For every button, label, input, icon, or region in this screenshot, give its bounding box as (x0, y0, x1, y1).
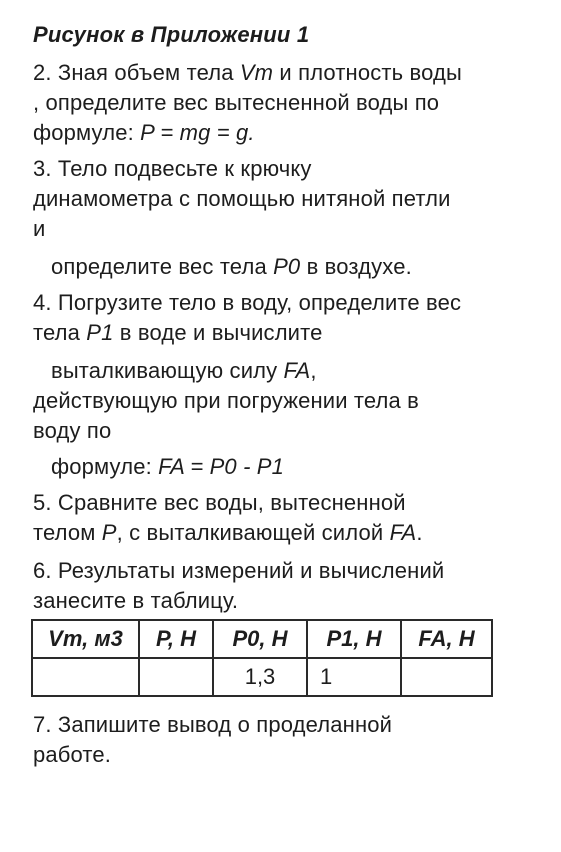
step-3-line-2: динамометра с помощью нитяной петли (33, 186, 451, 211)
step-5-line-2: телом P, с выталкивающей силой FA. (33, 520, 423, 545)
step-4-continued (33, 386, 543, 446)
cell-weight (139, 658, 213, 696)
step-7-line-1: 7. Запишите вывод о проделанной (33, 712, 393, 737)
table-row (32, 658, 492, 696)
step-3-line-3: и (33, 216, 46, 241)
header-fa: FA, Н (401, 620, 492, 658)
step-2-line-2: , определите вес вытесненной воды по (33, 90, 440, 115)
step-7 (33, 710, 543, 770)
table-header-row (32, 620, 492, 658)
step-4-force-line: выталкивающую силу FA, (51, 358, 317, 383)
cell-fa (401, 658, 492, 696)
step-6 (33, 556, 543, 616)
fa-variable: FA (283, 358, 311, 383)
step-7-line-2: работе. (33, 742, 112, 767)
step-3-continued: определите вес тела P0 в воздухе. (51, 254, 412, 279)
step-4-line-1: 4. Погрузите тело в воду, определите вес (33, 290, 462, 315)
step-2 (33, 58, 543, 148)
header-volume: Vт, м3 (32, 620, 139, 658)
results-table (31, 619, 493, 697)
step-4-line-5: воду по (33, 418, 112, 443)
step-5 (33, 488, 543, 548)
p-variable: P (101, 520, 117, 545)
step-4-line-4: действующую при погружении тела в (33, 388, 420, 413)
step-4-line-2: тела P1 в воде и вычислите (33, 320, 323, 345)
header-p1: P1, Н (307, 620, 401, 658)
step-6-line-1: 6. Результаты измерений и вычислений (33, 558, 445, 583)
cell-p0: 1,3 (213, 658, 307, 696)
step-2-line-1: 2. Зная объем тела Vт и плотность воды (33, 60, 462, 85)
header-weight: P, Н (139, 620, 213, 658)
cell-p1: 1 (307, 658, 401, 696)
fa-variable: FA (389, 520, 417, 545)
header-p0: P0, Н (213, 620, 307, 658)
step-4 (33, 288, 543, 348)
cell-volume (32, 658, 139, 696)
step-3-line-1: 3. Тело подвесьте к крючку (33, 156, 312, 181)
p1-variable: P1 (86, 320, 114, 345)
step-2-line-3: формуле: P = mg = g. (33, 120, 255, 145)
step-3 (33, 154, 543, 244)
step-5-line-1: 5. Сравните вес воды, вытесненной (33, 490, 406, 515)
step-6-line-2: занесите в таблицу. (33, 588, 239, 613)
figure-reference-title: Рисунок в Приложении 1 (33, 22, 310, 47)
buoyancy-formula: FA = P0 - P1 (158, 454, 285, 479)
p0-variable: P0 (273, 254, 301, 279)
volume-variable: Vт (239, 60, 274, 85)
step-4-formula-line: формуле: FA = P0 - P1 (51, 454, 285, 479)
weight-formula: P = mg = g. (140, 120, 255, 145)
